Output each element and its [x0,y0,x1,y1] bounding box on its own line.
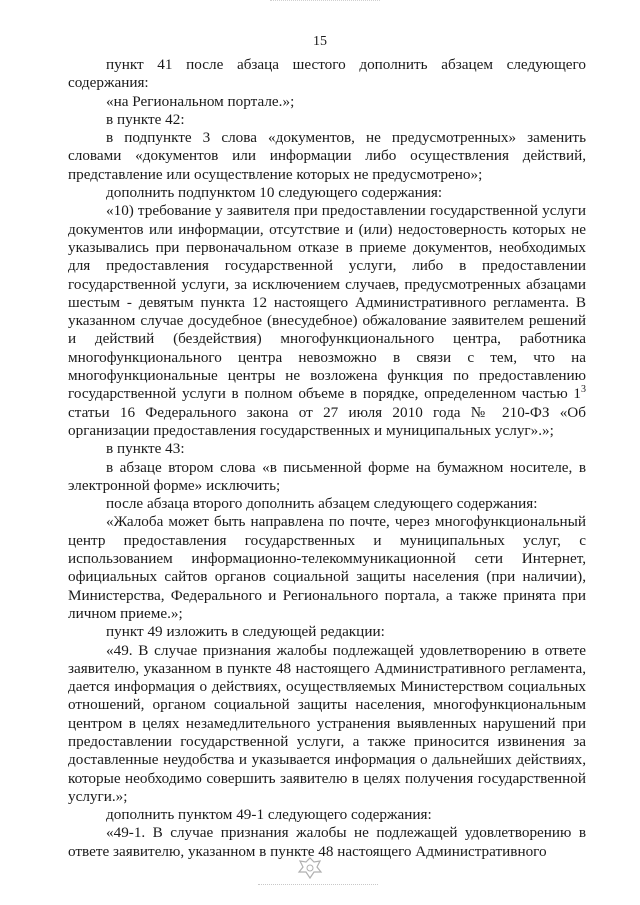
paragraph-5: дополнить подпунктом 10 следующего содержания: [106,184,443,202]
paragraph-11: пункт 49 изложить в следующей редакции: [106,623,385,641]
paragraph-2: «на Региональном портале.»; [106,92,295,110]
paragraph-6 [68,202,586,440]
paragraph-13: дополнить пунктом 49-1 следующего содержания: [106,806,432,824]
document-body [68,56,586,861]
paragraph-8: в абзаце втором слова «в письменной форме на бумажном носителе, в электронной форме» исключить; [68,458,586,494]
emblem-icon [296,856,324,880]
paragraph-9: после абзаца второго дополнить абзацем следующего содержания: [106,495,538,513]
paragraph-12: «49. В случае признания жалобы подлежащей удовлетворению в ответе заявителю, указанном в пункте 48 настоящего Административного регламента, дается информация о действиях, осуществляемых Министерством социальных отношений, органом социальной защиты населения, многофункциональным центром в целях незамедлительного устранения выявленных нарушений при предоставлении государственной услуги, а также приносится извинения за доставленные неудобства и указывается информация о дальнейших действиях, которые необходимо совершить заявителю в целях получения государственной услуги.»; [68,641,586,805]
paragraph-1: пункт 41 после абзаца шестого дополнить абзацем следующего содержания: [68,56,586,92]
paragraph-4: в подпункте 3 слова «документов, не предусмотренных» заменить словами «документов или информации либо осуществления действий, представление или осуществление которых не предусмотрено»; [68,129,586,183]
paragraph-6-part-1: «10) требование у заявителя при предоставлении государственной услуги документов или информации, отсутствие и (или) недостоверность которых не указывались при первоначальном отказе в приеме документов, необходимых для предоставления государственной услуги, либо в предоставлении государственной услуги, за исключением случаев, предусмотренных абзацами шестым - девятым пункта 12 настоящего Административного регламента. В указанном случае досудебное (внесудебное) обжалование заявителем решений и действий (бездействия) многофункционального центра, работника многофункционального центра невозможно в связи с тем, что на многофункциональные центры не возложена функция по предоставлению государственной услуги в полном объеме в порядке, определенном частью 1 [68,202,586,403]
paragraph-7: в пункте 43: [106,440,185,458]
paragraph-6-superscript: 3 [581,384,586,396]
stamp-caption-line [258,884,378,889]
paragraph-10: «Жалоба может быть направлена по почте, через многофункциональный центр предоставления государственных и муниципальных услуг, с использованием информационно-телекоммуникационной сети Интернет, официальных сайтов органов социальной защиты населения (при наличии), Министерства, Федерального и Регионального портала, а также принята при личном приеме.»; [68,513,586,622]
scan-edge-mark [270,0,380,5]
paragraph-14: «49-1. В случае признания жалобы не подлежащей удовлетворению в ответе заявителю, указанном в пункте 48 настоящего Административного [68,824,586,860]
paragraph-6-part-2: статьи 16 Федерального закона от 27 июля 2010 года № 210-ФЗ «Об организации предоставления государственных и муниципальных услуг».»; [68,403,586,439]
paragraph-3: в пункте 42: [106,110,185,128]
page-number: 15 [313,34,327,49]
